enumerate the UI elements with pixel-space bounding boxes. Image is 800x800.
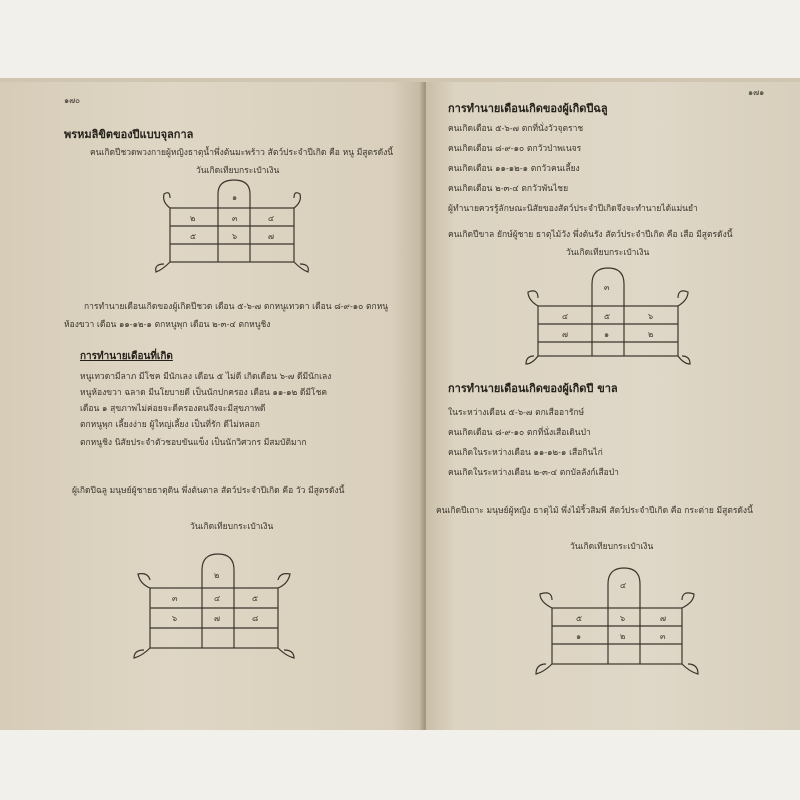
cell-number: ๓: [660, 632, 666, 641]
dome-number: ๒: [214, 571, 220, 580]
diagram-caption: วันเกิดเทียบกระเป๋าเงิน: [190, 522, 274, 532]
list-item: ในระหว่างเดือน ๕-๖-๗ ตกเสืออารักษ์: [448, 408, 585, 418]
list-item: คนเกิดในระหว่างเดือน ๒-๓-๔ ตกบัลลังก์เสือป่า: [448, 468, 619, 478]
cell-number: ๗: [660, 614, 667, 623]
cell-number: ๑: [604, 330, 610, 339]
page-heading: การทำนายเดือนเกิดของผู้เกิดปีฉลู: [448, 102, 608, 115]
body-text: ผู้ทำนายควรรู้ลักษณะนิสัยของสัตว์ประจำปีเกิดจึงจะทำนายได้แม่นยำ: [448, 204, 698, 214]
intro-text: คนเกิดปีชวดพวงกายผู้หญิงธาตุน้ำพึ่งต้นมะพร้าว สัตว์ประจำปีเกิด คือ หนู มีสูตรดังนี้: [90, 148, 394, 158]
cell-number: ๖: [232, 232, 238, 241]
list-item: คนเกิดเดือน ๘-๙-๑๐ ตกที่นั่งเสือเดินป่า: [448, 428, 591, 438]
list-item: หนูห้องขวา ฉลาด มีนโยบายดี เป็นนักปกครอง เดือน ๑๑-๑๒ ดีมีโชค: [80, 388, 328, 398]
cell-number: ๓: [232, 214, 238, 223]
body-text: การทำนายเดือนเกิดของผู้เกิดปีชวด เดือน ๕-๖-๗ ตกหนูเทวดา เดือน ๘-๙-๑๐ ตกหนู: [84, 302, 389, 312]
cell-number: ๗: [268, 232, 275, 241]
page-number: ๑๗๑: [748, 88, 765, 97]
list-item: ตกหนูชิง นิสัยประจำตัวชอบขันแข็ง เป็นนักวิศวกร มีสมบัติมาก: [80, 438, 307, 448]
body-text: ผู้เกิดปีฉลู มนุษย์ผู้ชายธาตุดิน พึ่งต้นตาล สัตว์ประจำปีเกิด คือ วัว มีสูตรดังนี้: [72, 486, 345, 496]
cell-number: ๔: [214, 594, 221, 603]
cell-number: ๓: [172, 594, 178, 603]
body-text: ห้องขวา เดือน ๑๑-๑๒-๑ ตกหนูพุก เดือน ๒-๓-๔ ตกหนูชิง: [64, 320, 271, 330]
cell-number: ๘: [252, 614, 259, 623]
body-text: คนเกิดปีเถาะ มนุษย์ผู้หญิง ธาตุไม้ พึ่งไม้ริ้วสิมพี สัตว์ประจำปีเกิด คือ กระต่าย มีสูตรดังนี้: [436, 506, 753, 516]
left-page: [0, 82, 424, 730]
list-item: เดือน ๑ สุขภาพไม่ค่อยจะดีครองตนจึงจะมีสุขภาพดี: [80, 404, 266, 414]
diagram-caption: วันเกิดเทียบกระเป๋าเงิน: [570, 542, 654, 552]
list-item: คนเกิดเดือน ๑๑-๑๒-๑ ตกวัวคนเลี้ยง: [448, 164, 580, 174]
dome-number: ๑: [232, 193, 238, 202]
cell-number: ๖: [172, 614, 178, 623]
diagram-caption: วันเกิดเทียบกระเป๋าเงิน: [566, 248, 650, 258]
page-number: ๑๗๐: [64, 96, 80, 105]
cell-number: ๕: [576, 614, 583, 623]
cell-number: ๗: [562, 330, 569, 339]
list-item: คนเกิดเดือน ๘-๙-๑๐ ตกวัวป่าพเนจร: [448, 144, 582, 154]
right-page: [426, 82, 800, 730]
cell-number: ๔: [562, 312, 569, 321]
cell-number: ๒: [190, 214, 196, 223]
cell-number: ๔: [268, 214, 275, 223]
cell-number: ๕: [190, 232, 197, 241]
page-heading: การทำนายเดือนเกิดของผู้เกิดปี ขาล: [448, 382, 618, 395]
body-text: คนเกิดปีขาล ยักษ์ผู้ชาย ธาตุไม้วัง พึ่งต้นรัง สัตว์ประจำปีเกิด คือ เสือ มีสูตรดังนี้: [448, 230, 733, 240]
cell-number: ๖: [648, 312, 654, 321]
dome-number: ๓: [604, 283, 610, 292]
diagram-caption: วันเกิดเทียบกระเป๋าเงิน: [196, 166, 280, 176]
page-heading: พรหมลิขิตของปีแบบจุลกาล: [64, 128, 194, 141]
purse-diagram: [526, 568, 706, 678]
list-item: คนเกิดในระหว่างเดือน ๑๑-๑๒-๑ เสือกินไก่: [448, 448, 603, 458]
list-item: คนเกิดเดือน ๒-๓-๔ ตกวัวพันไชย: [448, 184, 569, 194]
purse-diagram: [518, 268, 698, 368]
list-item: คนเกิดเดือน ๕-๖-๗ ตกที่นั่งวัวจุตราช: [448, 124, 584, 134]
cell-number: ๑: [576, 632, 582, 641]
list-item: หนูเทวดามีลาภ มีโชค มีนักเลง เดือน ๕ ไม่ดี เกิดเดือน ๖-๗ ดีมีนักเลง: [80, 372, 332, 382]
list-item: ตกหนูพุก เลี้ยงง่าย ผู้ใหญ่เลี้ยง เป็นที่รัก ดีไม่หลอก: [80, 420, 260, 430]
cell-number: ๗: [214, 614, 221, 623]
cell-number: ๒: [620, 632, 626, 641]
dome-number: ๔: [620, 581, 627, 590]
cell-number: ๕: [252, 594, 259, 603]
cell-number: ๕: [604, 312, 611, 321]
cell-number: ๒: [648, 330, 654, 339]
subheading: การทำนายเดือนที่เกิด: [80, 351, 173, 362]
purse-diagram: [130, 554, 300, 664]
purse-diagram: [150, 180, 310, 280]
cell-number: ๖: [620, 614, 626, 623]
